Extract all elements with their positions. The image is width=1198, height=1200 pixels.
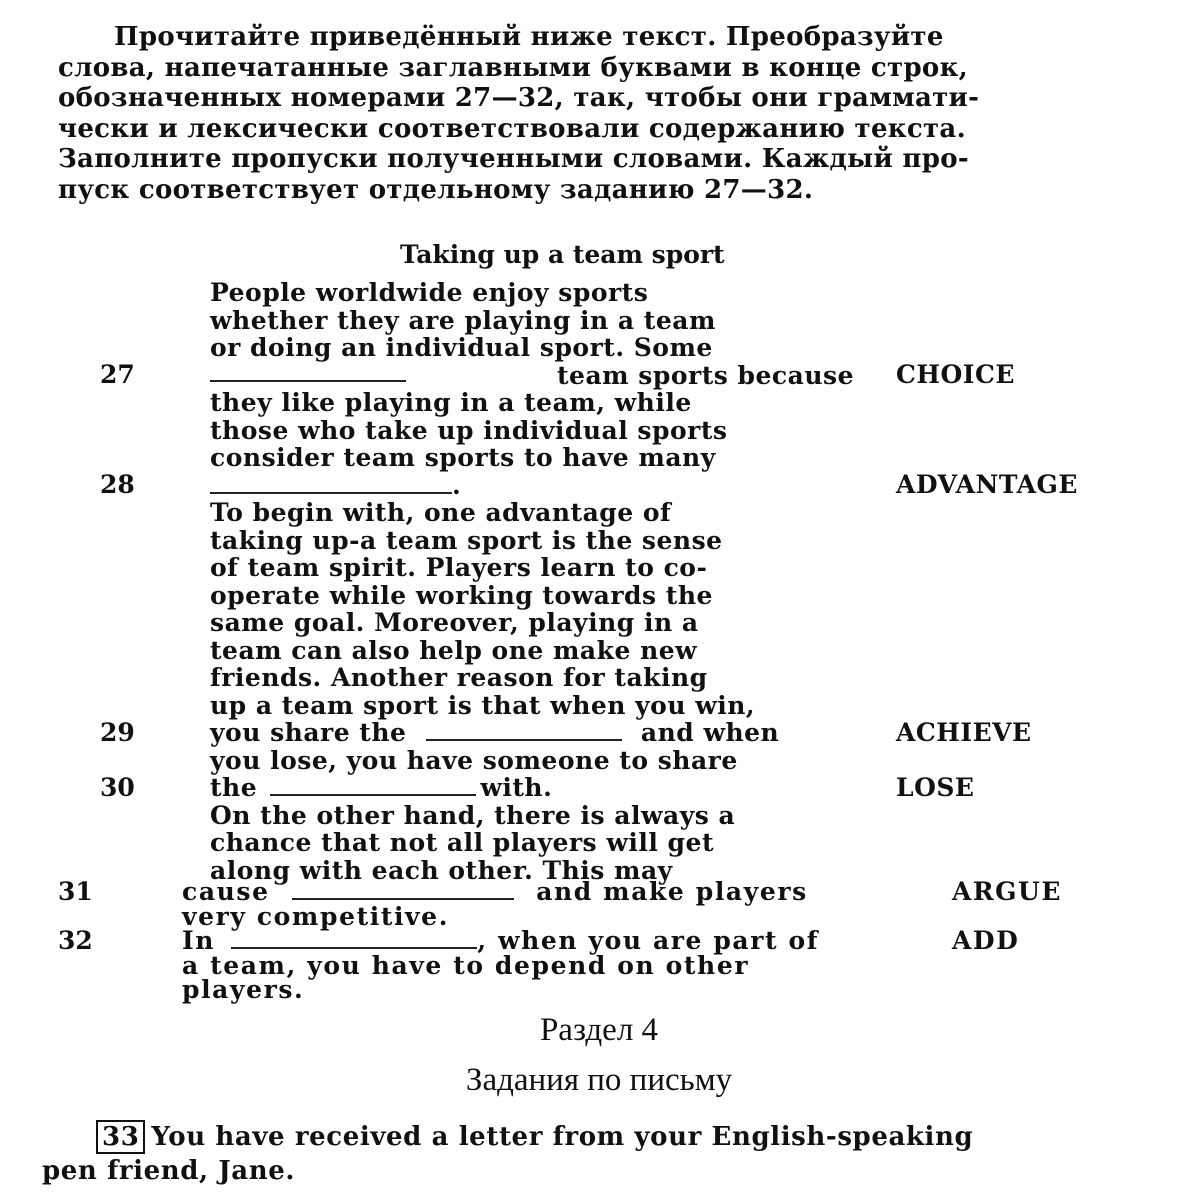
passage-line: People worldwide enjoy sports: [210, 278, 649, 307]
item-number: 30: [100, 773, 135, 802]
passage-line: [182, 877, 902, 906]
passage-line-text: the: [210, 773, 258, 802]
instructions: [58, 22, 1170, 205]
passage-line: [210, 719, 854, 747]
passage-line-text: you share the: [210, 718, 407, 747]
passage-line: you lose, you have someone to share: [210, 745, 738, 775]
key-word: ADD: [952, 926, 1020, 955]
blank-29[interactable]: [426, 721, 622, 741]
passage-line: or doing an individual sport. Some: [210, 333, 713, 362]
key-word: CHOICE: [896, 360, 1015, 389]
item-number: 29: [100, 718, 135, 747]
exercise-title: Taking up a team sport: [400, 240, 725, 269]
passage-line: team can also help one make new: [210, 635, 698, 665]
passage-line: along with each other. This may: [210, 855, 673, 885]
passage-line-text: and when: [640, 718, 780, 747]
passage-line-text: In: [182, 926, 216, 955]
passage-line: operate while working towards the: [210, 580, 713, 610]
task-33-text: You have received a letter from your English-speaking: [151, 1122, 974, 1152]
passage-line: [210, 362, 854, 390]
passage-line-text: and make players: [536, 877, 808, 906]
item-number: 28: [100, 470, 135, 499]
passage-line-text: team sports because: [557, 360, 854, 390]
passage-line: To begin with, one advantage of: [210, 498, 672, 527]
section-title: Раздел 4: [539, 1012, 659, 1048]
blank-27[interactable]: [210, 362, 406, 382]
instructions-line: чески и лексически соответствовали содержанию текста.: [58, 113, 966, 144]
passage-line: a team, you have to depend on other: [182, 950, 750, 980]
section-subtitle: Задания по письму: [465, 1062, 733, 1098]
passage-line: of team spirit. Players learn to co-: [210, 553, 708, 582]
item-number: 31: [58, 877, 93, 906]
blank-28[interactable]: [210, 474, 452, 494]
blank-31[interactable]: [292, 880, 514, 900]
passage: [210, 279, 854, 884]
passage-line: [182, 926, 902, 955]
passage-line: On the other hand, there is always a: [210, 800, 736, 830]
passage-continued: [182, 877, 902, 1004]
instructions-line: обозначенных номерами 27—32, так, чтобы они граммати-: [58, 83, 980, 113]
passage-line: whether they are playing in a team: [210, 305, 716, 335]
blank-30[interactable]: [270, 776, 476, 796]
item-number: 32: [58, 926, 93, 955]
blank-32[interactable]: [231, 929, 477, 949]
passage-line: [210, 472, 854, 500]
passage-line: those who take up individual sports: [210, 415, 728, 445]
instructions-line: пуск соответствует отдельному заданию 27—32.: [58, 174, 814, 205]
key-word: ACHIEVE: [896, 718, 1032, 747]
instructions-line: Заполните пропуски полученными словами. Каждый про-: [58, 144, 969, 174]
task-33-line: [42, 1120, 1172, 1154]
passage-line-text: cause: [182, 877, 270, 906]
passage-line: very competitive.: [182, 901, 449, 931]
instructions-line-text: Прочитайте приведённый ниже текст. Преобразуйте: [114, 22, 944, 52]
passage-line: [210, 774, 854, 802]
instructions-line: [58, 22, 1170, 53]
passage-line: chance that not all players will get: [210, 828, 714, 857]
key-word: ARGUE: [952, 877, 1062, 906]
passage-line: consider team sports to have many: [210, 443, 716, 472]
passage-line: they like playing in a team, while: [210, 388, 692, 417]
passage-line: players.: [182, 975, 305, 1004]
task-33-line: pen friend, Jane.: [42, 1156, 296, 1186]
item-number: 27: [100, 360, 135, 389]
key-word: LOSE: [896, 773, 975, 802]
passage-line-text: .: [452, 470, 462, 500]
passage-line-text: with.: [480, 773, 553, 802]
task-number-box: 33: [96, 1120, 145, 1154]
passage-line: same goal. Moreover, playing in a: [210, 608, 699, 637]
passage-line-text: , when you are part of: [477, 926, 820, 955]
instructions-line: слова, напечатанные заглавными буквами в конце строк,: [58, 52, 969, 83]
passage-line: friends. Another reason for taking: [210, 663, 708, 692]
passage-line: up a team sport is that when you win,: [210, 690, 756, 720]
passage-line: taking up-a team sport is the sense: [210, 525, 723, 555]
key-word: ADVANTAGE: [896, 470, 1078, 499]
task-33: [42, 1120, 1172, 1188]
